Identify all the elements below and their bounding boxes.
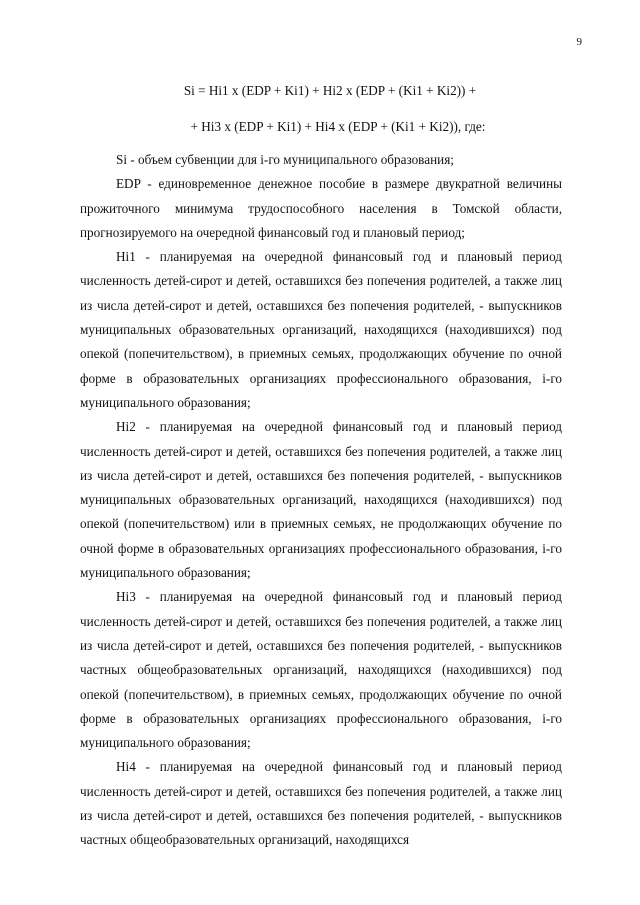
paragraph-hi2-definition: Hi2 - планируемая на очередной финансовый год и плановый период численность детей-сирот и детей, оставшихся без попечения родителей, а также лиц из числа детей-сирот и детей, оставшихся без попечения родителей, - выпускников муниципальных образовательных организаций, находящихся (находившихся) под опекой (попечительством) или в приемных семьях, не продолжающих обучение по очной форме в образовательных организациях профессионального образования, i-го муниципального образования; — [80, 419, 562, 581]
paragraph-hi4-definition: Hi4 - планируемая на очередной финансовый год и плановый период численность детей-сирот и детей, оставшихся без попечения родителей, а также лиц из числа детей-сирот и детей, оставшихся без попечения родителей, - выпускников частных общеобразовательных организаций, находящихся — [80, 759, 562, 848]
page-number: 9 — [576, 36, 582, 48]
paragraph-si-definition: Si - объем субвенции для i-го муниципального образования; — [116, 152, 454, 167]
paragraph-hi3-definition: Hi3 - планируемая на очередной финансовый год и плановый период численность детей-сирот и детей, оставшихся без попечения родителей, а также лиц из числа детей-сирот и детей, оставшихся без попечения родителей, - выпускников частных общеобразовательных организаций, находящихся (находившихся) под опекой (попечительством), в приемных семьях, продолжающих обучение по очной форме в образовательных организациях профессионального образования, i-го муниципального образования; — [80, 589, 562, 751]
paragraph-hi1-definition: Hi1 - планируемая на очередной финансовый год и плановый период численность детей-сирот и детей, оставшихся без попечения родителей, а также лиц из числа детей-сирот и детей, оставшихся без попечения родителей, - выпускников муниципальных образовательных организаций, находящихся (находившихся) под опекой (попечительством), в приемных семьях, продолжающих обучение по очной форме в образовательных организациях профессионального образования, i-го муниципального образования; — [80, 249, 562, 410]
paragraph-edp-definition: EDP - единовременное денежное пособие в размере двукратной величины прожиточного минимума трудоспособного населения в Томской области, прогнозируемого на очередной финансовый год и плановый период; — [80, 176, 562, 240]
formula-line-1: Si = Hi1 x (EDP + Ki1) + Hi2 x (EDP + (Ki1 + Ki2)) + — [183, 83, 477, 98]
formula-line-2: + Hi3 x (EDP + Ki1) + Hi4 x (EDP + (Ki1 + Ki2)), где: — [190, 119, 486, 134]
body-text — [80, 148, 562, 853]
